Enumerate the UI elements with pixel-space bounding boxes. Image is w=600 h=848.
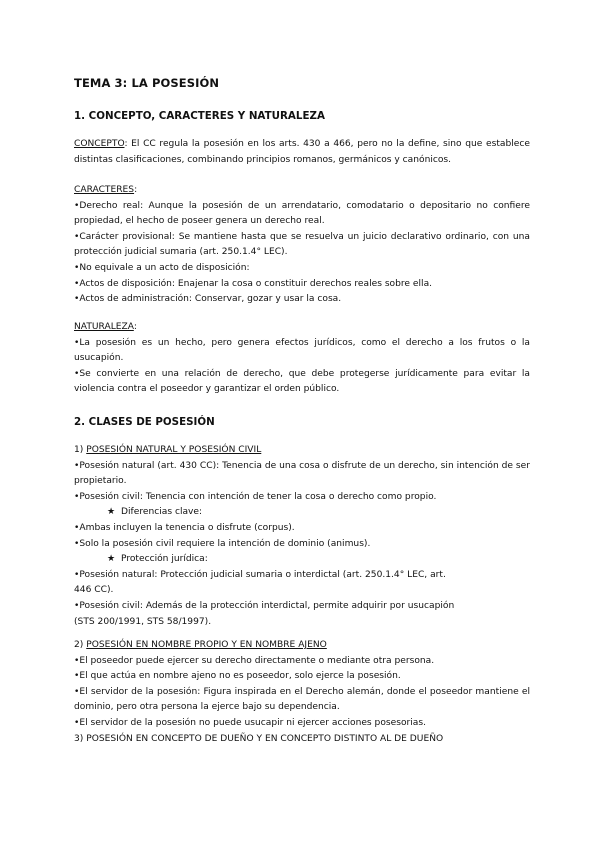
- caracteres-label: CARACTERES: [74, 185, 135, 195]
- caracteres-item: •No equivale a un acto de disposición:: [74, 262, 250, 273]
- star-icon: ★: [107, 554, 116, 565]
- subsection-2-title: POSESIÓN EN NOMBRE PROPIO Y EN NOMBRE AJENO: [86, 640, 327, 650]
- star-icon: ★: [107, 507, 116, 518]
- caracteres-block: CARACTERES: •Derecho real: Aunque la posesión de un arrendatario, comodatario o depositario no confiere propiedad, el hecho de poseer genera un derecho real. •Carácter provisional: Se mantiene hasta que se resuelva un juicio declarativo ordinario, con una protección judicial sumaria (art. 250.1.4° LEC). •No equivale a un acto de disposición: •Actos de disposición: Enajenar la cosa o constituir derechos reales sobre ella. •Actos de administración: Conservar, gozar y usar la cosa.: [74, 183, 530, 308]
- concepto-label: CONCEPTO: [74, 139, 125, 149]
- subsection-1-title: POSESIÓN NATURAL Y POSESIÓN CIVIL: [86, 445, 262, 455]
- list-item: •Posesión natural (art. 430 CC): Tenencia de una cosa o disfrute de un derecho, sin intención de ser propietario.: [74, 460, 530, 487]
- list-item: •Ambas incluyen la tenencia o disfrute (corpus).: [74, 522, 295, 533]
- list-item: •El servidor de la posesión no puede usucapir ni ejercer acciones posesorias.: [74, 717, 426, 728]
- list-item: •Solo la posesión civil requiere la intención de dominio (animus).: [74, 538, 371, 549]
- section-2-heading: 2. CLASES DE POSESIÓN: [74, 416, 215, 428]
- naturaleza-item: •La posesión es un hecho, pero genera efectos jurídicos, como el derecho a los frutos o la usucapión.: [74, 337, 530, 364]
- subsection-2: 2) POSESIÓN EN NOMBRE PROPIO Y EN NOMBRE AJENO •El poseedor puede ejercer su derecho directamente o mediante otra persona. •El que actúa en nombre ajeno no es poseedor, solo ejerce la posesión. •El servidor de la posesión: Figura inspirada en el Derecho alemán, donde el poseedor mantiene el dominio, pero otra persona la ejerce bajo su dependencia. •El servidor de la posesión no puede usucapir ni ejercer acciones posesorias. 3) POSESIÓN EN CONCEPTO DE DUEÑO Y EN CONCEPTO DISTINTO AL DE DUEÑO: [74, 638, 530, 747]
- caracteres-item: •Derecho real: Aunque la posesión de un arrendatario, comodatario o depositario no confiere propiedad, el hecho de poseer genera un derecho real.: [74, 200, 530, 227]
- caracteres-item: •Actos de disposición: Enajenar la cosa o constituir derechos reales sobre ella.: [74, 278, 433, 289]
- concepto-text: : El CC regula la posesión en los arts. 430 a 466, pero no la define, sino que establece distintas clasificaciones, combinando principios romanos, germánicos y canónicos.: [74, 139, 530, 165]
- caracteres-item: •Actos de administración: Conservar, gozar y usar la cosa.: [74, 294, 342, 305]
- caracteres-item: •Carácter provisional: Se mantiene hasta que se resuelva un juicio declarativo ordinario, con una protección judicial sumaria (art. 250.1.4° LEC).: [74, 231, 530, 258]
- document-title: TEMA 3: LA POSESIÓN: [74, 76, 220, 90]
- list-item-continuation: (STS 200/1991, STS 58/1997).: [74, 616, 212, 627]
- subsection-3-title: 3) POSESIÓN EN CONCEPTO DE DUEÑO Y EN CONCEPTO DISTINTO AL DE DUEÑO: [74, 733, 444, 744]
- list-item-continuation: 446 CC).: [74, 585, 114, 596]
- list-item: •Posesión natural: Protección judicial sumaria o interdictal (art. 250.1.4° LEC, art.: [74, 569, 446, 580]
- star-item: ★ Diferencias clave:: [74, 505, 530, 521]
- concepto-paragraph: [74, 137, 530, 168]
- subsection-1: 1) POSESIÓN NATURAL Y POSESIÓN CIVIL •Posesión natural (art. 430 CC): Tenencia de una cosa o disfrute de un derecho, sin intención de ser propietario. •Posesión civil: Tenencia con intención de tener la cosa o derecho como propio. ★ Diferencias clave: •Ambas incluyen la tenencia o disfrute (corpus). •Solo la posesión civil requiere la intención de dominio (animus). ★ Protección jurídica: •Posesión natural: Protección judicial sumaria o interdictal (art. 250.1.4° LEC, art. 446 CC). •Posesión civil: Además de la protección interdictal, permite adquirir por usucapión (STS 200/1991, STS 58/1997).: [74, 443, 530, 630]
- list-item: •Posesión civil: Tenencia con intención de tener la cosa o derecho como propio.: [74, 491, 437, 502]
- star-item: ★ Protección jurídica:: [74, 552, 530, 568]
- naturaleza-label: NATURALEZA: [74, 322, 134, 332]
- section-1-heading: 1. CONCEPTO, CARACTERES Y NATURALEZA: [74, 110, 325, 122]
- naturaleza-block: NATURALEZA: •La posesión es un hecho, pero genera efectos jurídicos, como el derecho a los frutos o la usucapión. •Se convierte en una relación de derecho, que debe protegerse jurídicamente para evitar la violencia contra el poseedor y garantizar el orden público.: [74, 320, 530, 398]
- list-item: •El servidor de la posesión: Figura inspirada en el Derecho alemán, donde el poseedor mantiene el dominio, pero otra persona la ejerce bajo su dependencia.: [74, 686, 530, 713]
- naturaleza-item: •Se convierte en una relación de derecho, que debe protegerse jurídicamente para evitar la violencia contra el poseedor y garantizar el orden público.: [74, 368, 530, 395]
- list-item: •Posesión civil: Además de la protección interdictal, permite adquirir por usucapión: [74, 600, 455, 611]
- list-item: •El que actúa en nombre ajeno no es poseedor, solo ejerce la posesión.: [74, 671, 401, 682]
- list-item: •El poseedor puede ejercer su derecho directamente o mediante otra persona.: [74, 655, 435, 666]
